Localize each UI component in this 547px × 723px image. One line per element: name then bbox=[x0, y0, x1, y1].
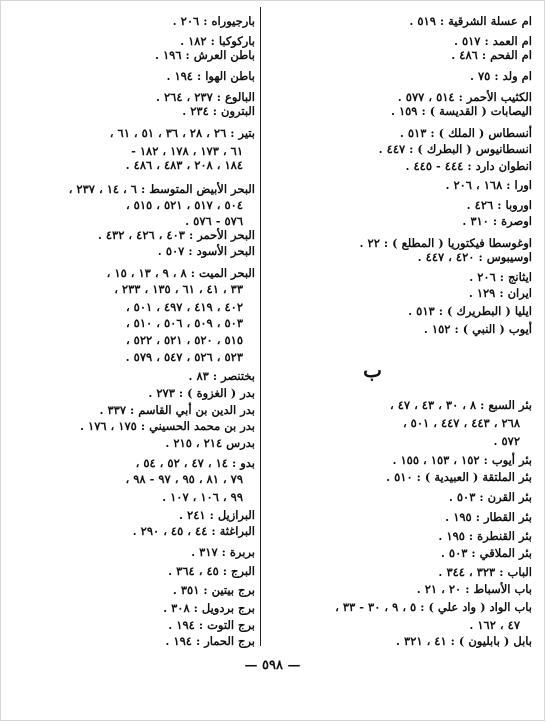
index-entry: بدر ( الغزوة ) : ٢٧٣ . bbox=[148, 386, 255, 400]
index-entry: ٩٩ ، ١٠٦ ، ١٠٧ . bbox=[162, 490, 243, 504]
index-entry: بدر الدين بن أبي القاسم : ٣٣٧ . bbox=[99, 403, 255, 417]
index-entry: بدر بن محمد الحسيني : ١٧٥ ، ١٧٦ . bbox=[80, 419, 255, 433]
letter-heading: ب bbox=[363, 358, 382, 382]
index-entry: ايليا ( البطريرك ) : ٥١٣ . bbox=[408, 304, 532, 318]
index-entry: بختنصر : ٨٣ . bbox=[188, 369, 255, 383]
index-entry: ٥٠٣ ، ٥٠٩ ، ٥٠٦ ، ٥١٠ ، bbox=[125, 316, 243, 330]
index-entry: باب الأسباط : ٢٠ ، ٢١ . bbox=[416, 582, 532, 596]
index-entry: أيوب ( النبي ) : ١٥٢ . bbox=[423, 322, 532, 336]
index-entry: البحر الأبيض المتوسط : ٦ ، ١٤ ، ٢٣٧ ، bbox=[68, 182, 255, 196]
column-divider bbox=[260, 7, 261, 646]
index-entry: باركوكبا : ١٨٢ . bbox=[180, 34, 255, 48]
index-entry: بئر القنطرة : ١٩٥ . bbox=[438, 529, 532, 543]
index-entry: البرازيل : ٢٤١ . bbox=[179, 508, 255, 522]
index-entry: الباب : ٣٢٣ ، ٣٤٤ . bbox=[438, 565, 532, 579]
index-entry: بتير : ٢٦ ، ٢٨ ، ٣٦ ، ٥١ ، ٦١ ، bbox=[109, 126, 255, 140]
index-entry: ام ولد : ٧٥ . bbox=[469, 69, 532, 83]
index-entry: ٥٧٢ . bbox=[493, 434, 520, 448]
index-entry: اوصرة : ٣١٠ . bbox=[462, 214, 532, 228]
page-number: — ٥٩٨ — bbox=[244, 658, 301, 673]
index-entry: البحر الأسود : ٥٠٧ . bbox=[157, 244, 255, 258]
index-entry: باب الواد ( واد علي ) : ٥ ، ٩ ، ٣٠ - ٣٣ ، bbox=[335, 600, 532, 614]
index-entry: باطن العرش : ١٩٦ . bbox=[154, 48, 255, 62]
index-entry: البترون : ٢٣٤ . bbox=[182, 104, 255, 118]
index-entry: برج بيتين : ٣٥١ . bbox=[172, 583, 255, 597]
index-entry: ٥٢٣ ، ٥٢٦ ، ٥٤٧ ، ٥٧٩ . bbox=[125, 350, 243, 364]
index-entry: ايثانج : ٢٠٦ . bbox=[469, 270, 532, 284]
index-entry: ٦١ ، ١٧٣ ، ١٧٨ ، ١٨٢ - bbox=[131, 144, 243, 158]
index-entry: برج التوت : ١٩٤ . bbox=[168, 618, 255, 632]
index-entry: ٥٧٦ - ٥٧٦ . bbox=[185, 214, 243, 228]
index-entry: البرج : ٤٥ ، ٣٦٤ . bbox=[168, 564, 255, 578]
right-index-column bbox=[270, 1, 532, 720]
index-entry: ٥١٥ ، ٥٢٠ ، ٥٢١ ، ٥٢٢ ، bbox=[125, 333, 243, 347]
index-entry: اوسيبوس : ٤٢٠ ، ٤٤٧ . bbox=[417, 250, 532, 264]
index-entry: بدرس ٢١٤ ، ٢١٥ . bbox=[165, 436, 255, 450]
index-entry: ٣٣ ، ٤١ ، ٦١ ، ١٣٥ ، ٢٣٣ ، bbox=[114, 282, 243, 296]
index-entry: اوغوسطا فيكتوريا ( المطلع ) : ٢٢ . bbox=[359, 236, 532, 250]
index-entry: بربرة : ٣١٧ . bbox=[191, 545, 255, 559]
index-entry: بابل ( بابليون ) : ٤١ ، ٣٢١ . bbox=[396, 634, 532, 648]
index-entry: باطن الهوا : ١٩٤ . bbox=[166, 69, 255, 83]
index-entry: ام العمد : ٥١٧ . bbox=[453, 34, 532, 48]
index-entry: ام عسلة الشرقية : ٥١٩ . bbox=[409, 14, 532, 28]
index-entry: برج الحمار : ١٩٤ . bbox=[165, 634, 255, 648]
index-entry: البراغثة : ٤٤ ، ٤٥ ، ٢٩٠ . bbox=[132, 524, 255, 538]
index-entry: ام الفحم : ٤٨٦ . bbox=[451, 48, 532, 62]
index-entry: بئر السبع : ٨ ، ٣٠ ، ٤٣ ، ٤٧ ، bbox=[389, 398, 532, 412]
index-entry: بئر القطار : ١٩٥ . bbox=[445, 510, 532, 524]
index-entry: بدو : ١٤ ، ٤٧ ، ٥٢ ، ٥٤ ، bbox=[135, 456, 255, 470]
index-entry: بئر القرن : ٥٠٣ . bbox=[448, 490, 532, 504]
index-entry: انطوان دارد : ٤٤٤ - ٤٤٥ . bbox=[405, 159, 532, 173]
index-entry: الكثيب الأحمر : ٥١٤ ، ٥٧٧ . bbox=[397, 90, 532, 104]
index-entry: ٤٧ ، ١٦٢ . bbox=[469, 618, 520, 632]
index-entry: ايران : ١٢٩ . bbox=[468, 286, 532, 300]
index-entry: اليصابات ( القديسة ) : ١٥٩ . bbox=[390, 104, 532, 118]
index-entry: البحر الميت : ٨ ، ٩ ، ١٣ ، ١٥ ، bbox=[106, 266, 255, 280]
index-entry: بئر الملتقة ( العبيدية ) : ٥١٠ . bbox=[386, 470, 532, 484]
index-entry: بارجيوراه : ٢٠٦ . bbox=[172, 14, 255, 28]
index-entry: ٢٦٨ ، ٤٤٣ ، ٤٤٧ ، ٥٠١ ، bbox=[402, 416, 520, 430]
index-entry: البالوع : ٢٣٧ ، ٢٦٤ . bbox=[155, 90, 255, 104]
index-entry: ٥٠٤ ، ٥١٧ ، ٥٢١ ، ٥١٥ ، bbox=[125, 198, 243, 212]
index-entry: اورا : ١٦٨ ، ٢٠٦ . bbox=[445, 178, 532, 192]
index-entry: البحر الأحمر : ٤٠٣ ، ٤٢٦ ، ٤٣٢ . bbox=[97, 228, 255, 242]
index-entry: ١٨٤ ، ٢٠٨ ، ٤٨٣ ، ٤٨٦ . bbox=[125, 158, 243, 172]
index-entry: بئر أيوب : ١٥٢ ، ١٥٣ ، ١٥٥ . bbox=[392, 453, 532, 467]
left-index-column bbox=[7, 1, 255, 720]
index-entry: برج بردويل : ٣٠٨ . bbox=[163, 601, 255, 615]
index-entry: انسطانيوس ( البطرك ) : ٤٤٧ . bbox=[378, 142, 532, 156]
index-entry: ٧٩ ، ٨١ ، ٩٥ ، ٩٧ - ٩٨ ، bbox=[125, 472, 243, 486]
index-entry: بئر الملاقي : ٥٠٣ . bbox=[440, 546, 532, 560]
index-entry: ٤٠٢ ، ٤١٩ ، ٤٩٧ ، ٥٠١ ، bbox=[125, 300, 243, 314]
index-entry: أنسطاس ( الملك ) : ٥١٣ . bbox=[399, 126, 532, 140]
index-entry: اوروبا : ٤٢٦ . bbox=[466, 198, 532, 212]
